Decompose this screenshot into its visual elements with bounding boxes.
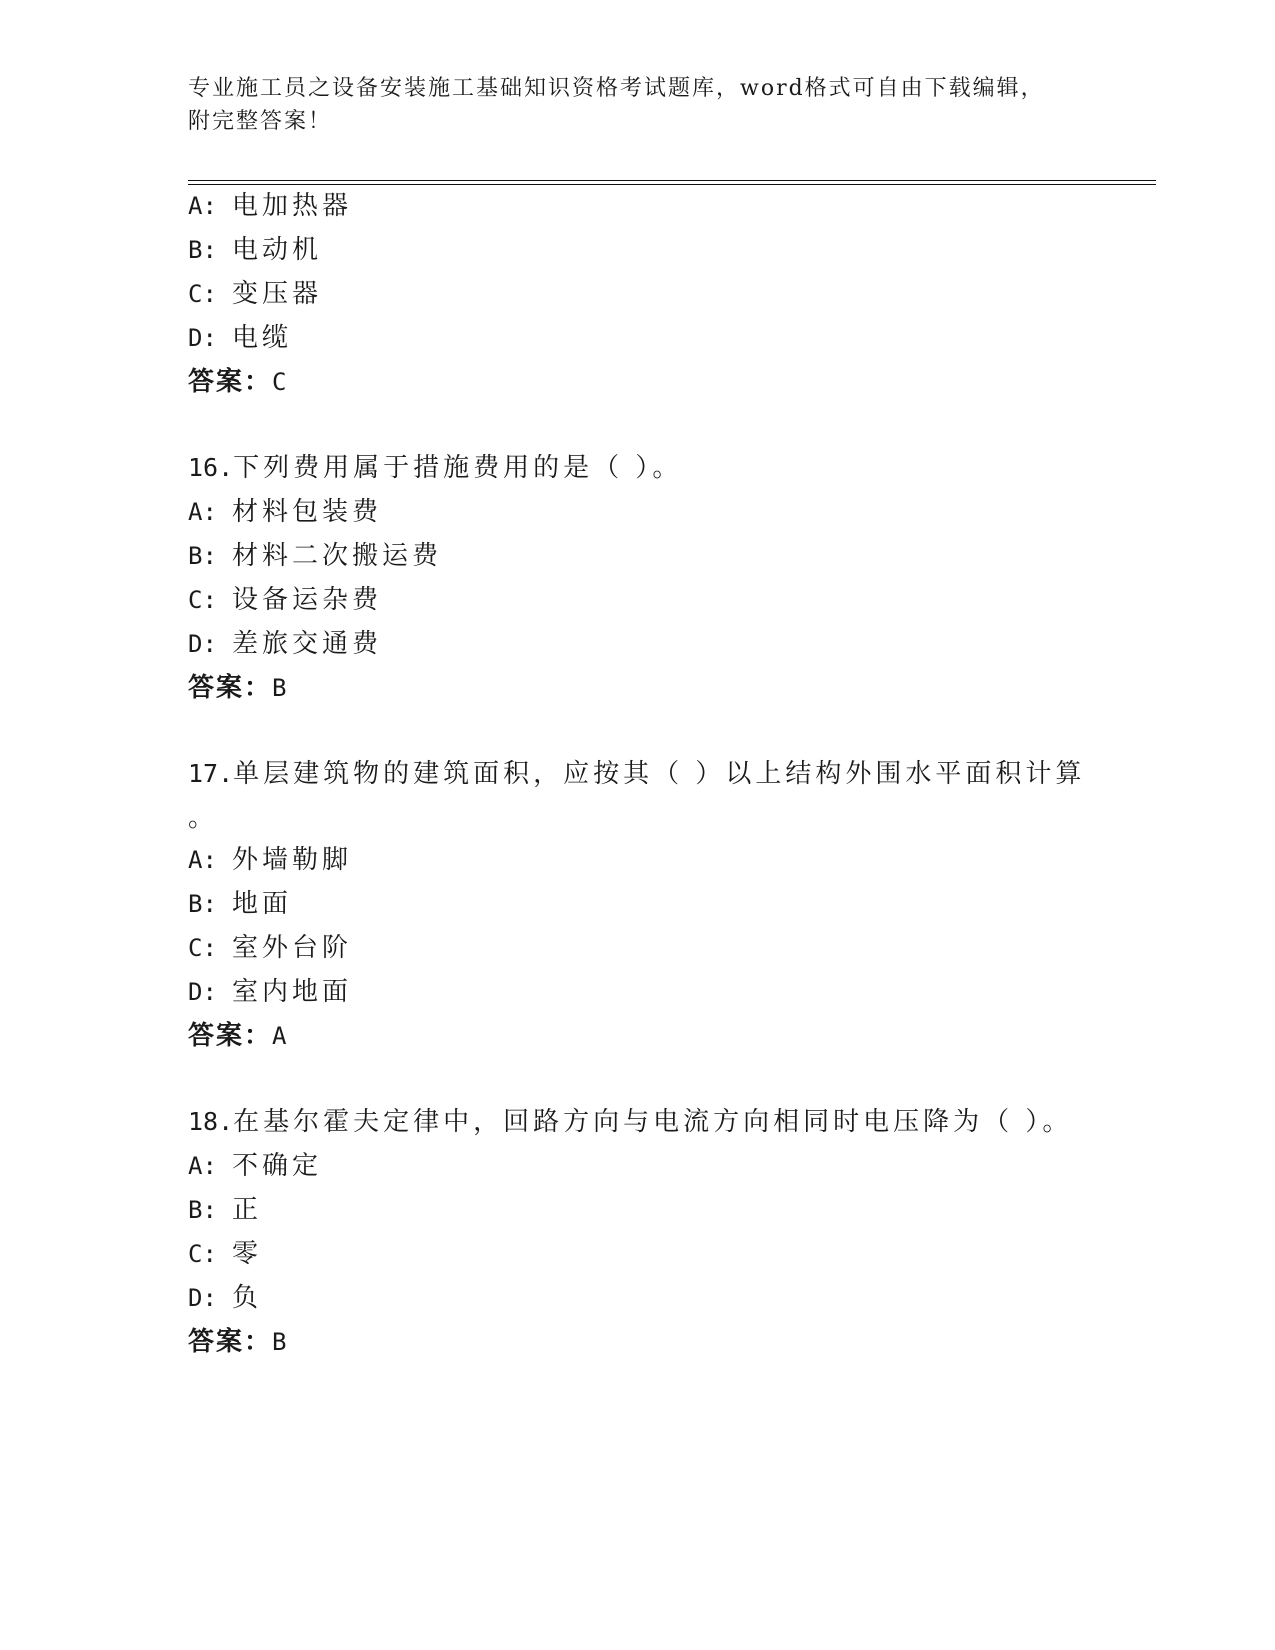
- option-key: D:: [188, 630, 217, 658]
- q18-stem: [188, 1104, 1072, 1140]
- q16-answer: [188, 670, 286, 706]
- option-text: 差旅交通费: [232, 629, 383, 659]
- option-text: 室外台阶: [232, 933, 353, 963]
- option-key: C:: [188, 1240, 217, 1268]
- q15-option-d: [188, 320, 292, 356]
- q18-option-c: [188, 1236, 262, 1272]
- q17-option-c: [188, 930, 352, 966]
- q18-option-d: [188, 1280, 262, 1316]
- header-line-1: 专业施工员之设备安装施工基础知识资格考试题库，word格式可自由下载编辑，: [188, 76, 1045, 101]
- header-divider-top: [188, 180, 1156, 181]
- option-key: A:: [188, 846, 217, 874]
- answer-label: 答案：: [188, 1327, 273, 1357]
- q17-answer: [188, 1018, 286, 1054]
- q17-stem: [188, 756, 1085, 792]
- question-text: 在基尔霍夫定律中，回路方向与电流方向相同时电压降为（ ）。: [233, 1107, 1073, 1137]
- q17-option-d: [188, 974, 352, 1010]
- answer-label: 答案：: [188, 367, 273, 397]
- answer-value: A: [272, 1022, 287, 1050]
- option-key: B:: [188, 890, 217, 918]
- option-text: 设备运杂费: [232, 585, 383, 615]
- q15-option-a: [188, 188, 352, 224]
- option-key: B:: [188, 542, 217, 570]
- option-key: C:: [188, 280, 217, 308]
- option-key: C:: [188, 934, 217, 962]
- question-text: 单层建筑物的建筑面积，应按其（ ）以上结构外围水平面积计算: [233, 759, 1086, 789]
- q17-option-a: [188, 842, 352, 878]
- q15-answer: [188, 364, 286, 400]
- q18-option-a: [188, 1148, 322, 1184]
- option-text: 室内地面: [232, 977, 353, 1007]
- answer-value: B: [272, 674, 287, 702]
- option-text: 电加热器: [232, 191, 353, 221]
- option-key: D:: [188, 1284, 217, 1312]
- option-key: B:: [188, 1196, 217, 1224]
- q16-option-a: [188, 494, 382, 530]
- question-text-continuation: 。: [188, 803, 219, 833]
- option-key: D:: [188, 324, 217, 352]
- q17-stem-continuation: [188, 800, 218, 836]
- option-text: 外墙勒脚: [232, 845, 353, 875]
- option-text: 地面: [232, 889, 293, 919]
- q16-option-b: [188, 538, 442, 574]
- q17-option-b: [188, 886, 292, 922]
- option-text: 电缆: [232, 323, 293, 353]
- option-key: D:: [188, 978, 217, 1006]
- option-text: 负: [232, 1283, 263, 1313]
- question-number: 17.: [188, 759, 234, 788]
- option-text: 零: [232, 1239, 263, 1269]
- option-key: A:: [188, 1152, 217, 1180]
- q16-option-d: [188, 626, 382, 662]
- document-header: [188, 72, 1088, 138]
- question-number: 16.: [188, 453, 234, 482]
- option-key: A:: [188, 498, 217, 526]
- q16-stem: [188, 450, 682, 486]
- q18-option-b: [188, 1192, 262, 1228]
- option-text: 材料二次搬运费: [232, 541, 443, 571]
- option-text: 电动机: [232, 235, 323, 265]
- q18-answer: [188, 1324, 286, 1360]
- option-text: 不确定: [232, 1151, 323, 1181]
- answer-label: 答案：: [188, 673, 273, 703]
- answer-value: C: [272, 368, 287, 396]
- question-text: 下列费用属于措施费用的是（ ）。: [233, 453, 683, 483]
- option-text: 材料包装费: [232, 497, 383, 527]
- q16-option-c: [188, 582, 382, 618]
- header-line-2: 附完整答案！: [188, 109, 333, 134]
- option-key: A:: [188, 192, 217, 220]
- option-text: 变压器: [232, 279, 323, 309]
- option-key: B:: [188, 236, 217, 264]
- q15-option-b: [188, 232, 322, 268]
- option-text: 正: [232, 1195, 263, 1225]
- answer-label: 答案：: [188, 1021, 273, 1051]
- q15-option-c: [188, 276, 322, 312]
- answer-value: B: [272, 1328, 287, 1356]
- header-divider-bottom: [188, 184, 1156, 185]
- option-key: C:: [188, 586, 217, 614]
- question-number: 18.: [188, 1107, 234, 1136]
